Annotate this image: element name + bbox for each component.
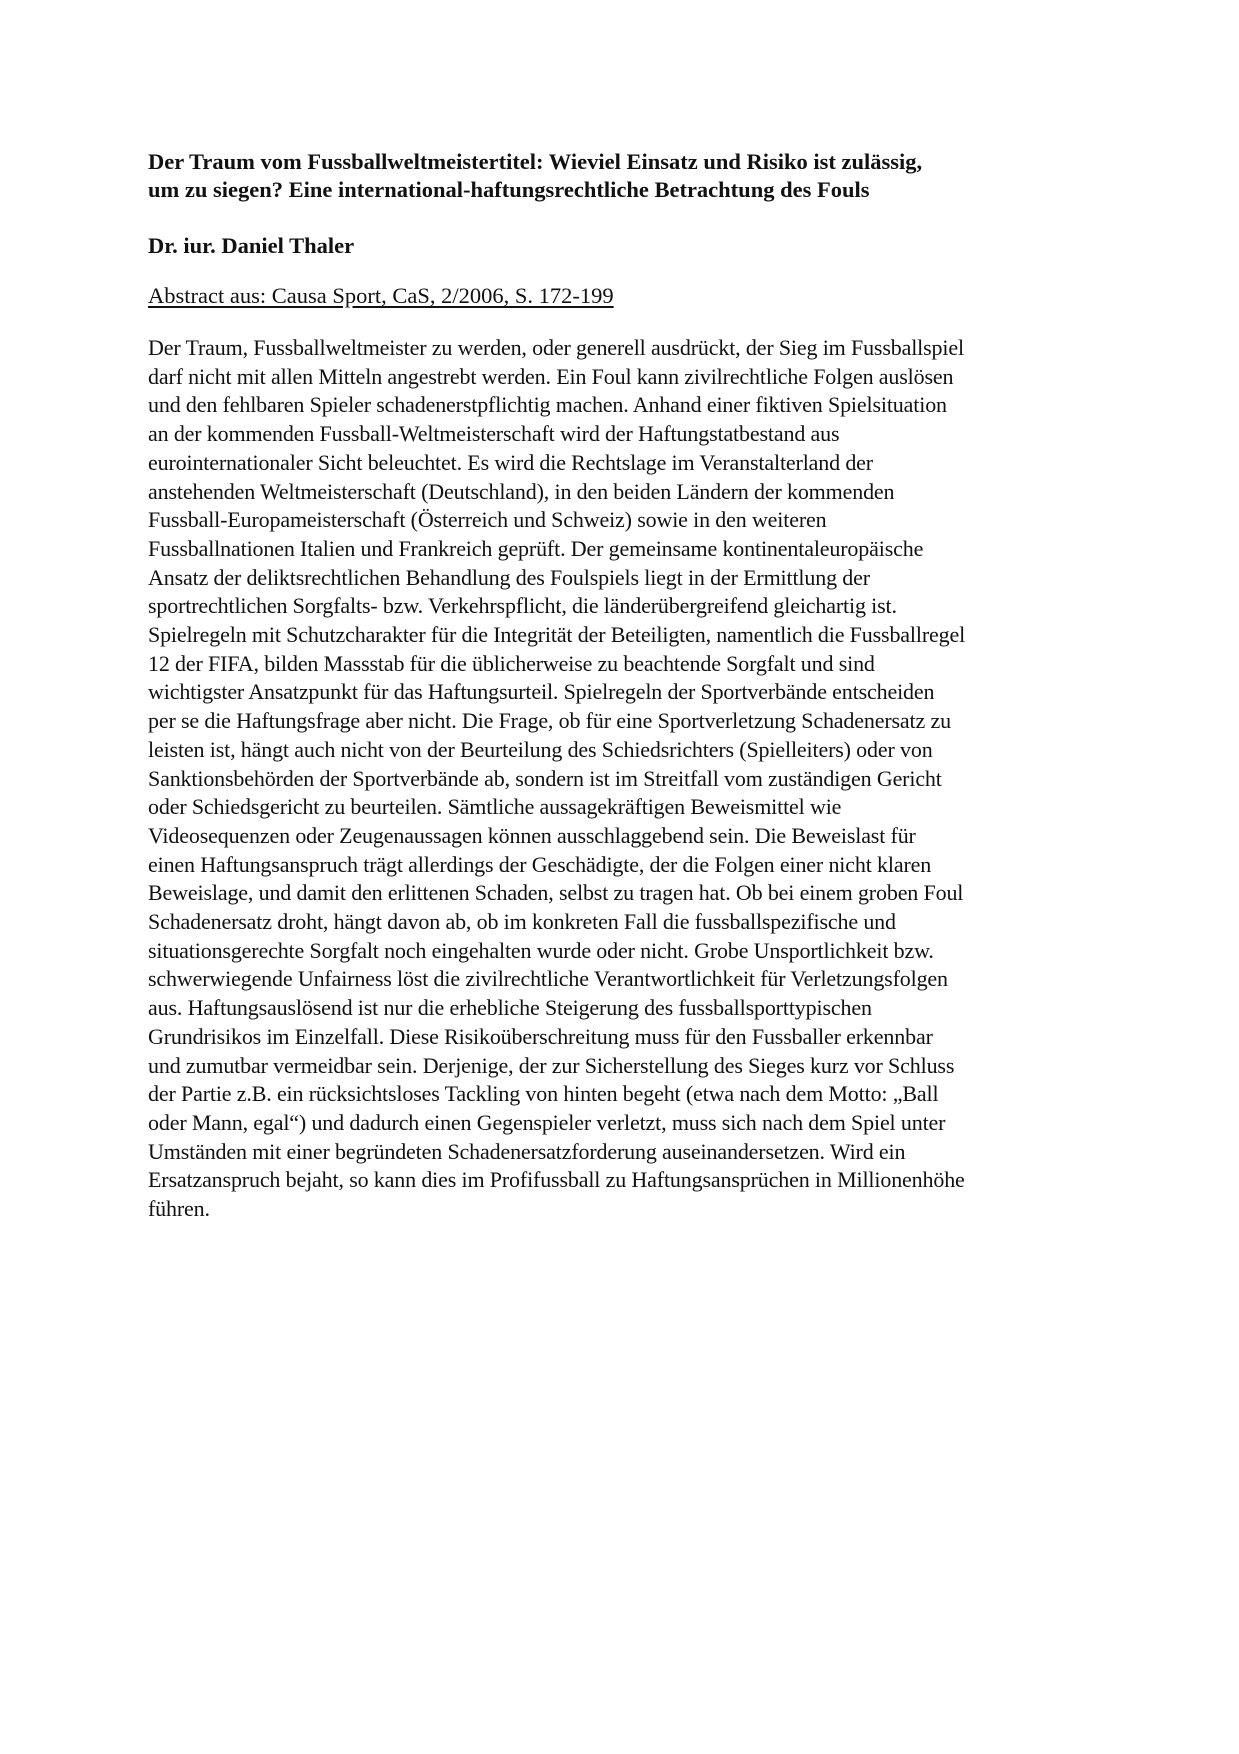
- source-citation: Abstract aus: Causa Sport, CaS, 2/2006, S. 172-199: [148, 283, 614, 308]
- abstract-line: schwerwiegende Unfairness löst die zivilrechtliche Verantwortlichkeit für Verletzungsfolgen: [148, 966, 948, 992]
- abstract-line: Schadenersatz droht, hängt davon ab, ob im konkreten Fall die fussballspezifische und: [148, 909, 896, 935]
- abstract-line: Umständen mit einer begründeten Schadenersatzforderung auseinandersetzen. Wird ein: [148, 1138, 906, 1164]
- abstract-line: an der kommenden Fussball-Weltmeisterschaft wird der Haftungstatbestand aus: [148, 421, 840, 447]
- abstract-line: oder Mann, egal“) und dadurch einen Gegenspieler verletzt, muss sich nach dem Spiel unter: [148, 1109, 946, 1135]
- title-line: Der Traum vom Fussballweltmeistertitel: Wieviel Einsatz und Risiko ist zulässig,: [148, 149, 923, 174]
- abstract-line: Ersatzanspruch bejaht, so kann dies im Profifussball zu Haftungsansprüchen in Millionenhöhe: [148, 1167, 965, 1193]
- abstract-line: 12 der FIFA, bilden Massstab für die üblicherweise zu beachtende Sorgfalt und sind: [148, 650, 875, 676]
- abstract-line: führen.: [148, 1196, 210, 1222]
- abstract-line: Spielregeln mit Schutzcharakter für die Integrität der Beteiligten, namentlich die Fussballregel: [148, 622, 966, 648]
- abstract-line: situationsgerechte Sorgfalt noch eingehalten wurde oder nicht. Grobe Unsportlichkeit bzw.: [148, 937, 934, 963]
- abstract-line: Beweislage, und damit den erlittenen Schaden, selbst zu tragen hat. Ob bei einem groben Foul: [148, 880, 964, 906]
- abstract-line: und zumutbar vermeidbar sein. Derjenige, der zur Sicherstellung des Sieges kurz vor Schluss: [148, 1052, 955, 1078]
- abstract-line: oder Schiedsgericht zu beurteilen. Sämtliche aussagekräftigen Beweismittel wie: [148, 794, 842, 820]
- abstract-line: Fussball-Europameisterschaft (Österreich und Schweiz) sowie in den weiteren: [148, 507, 827, 533]
- abstract-line: Fussballnationen Italien und Frankreich geprüft. Der gemeinsame kontinentaleuropäische: [148, 535, 924, 561]
- abstract-line: eurointernationaler Sicht beleuchtet. Es wird die Rechtslage im Veranstalterland der: [148, 449, 873, 475]
- title-line: um zu siegen? Eine international-haftungsrechtliche Betrachtung des Fouls: [148, 177, 870, 202]
- abstract-line: Der Traum, Fussballweltmeister zu werden, oder generell ausdrückt, der Sieg im Fussballspiel: [148, 335, 964, 360]
- abstract-line: einen Haftungsanspruch trägt allerdings der Geschädigte, der die Folgen einer nicht klaren: [148, 851, 932, 877]
- document-title: [148, 148, 1093, 204]
- abstract-line: sportrechtlichen Sorgfalts- bzw. Verkehrspflicht, die länderübergreifend gleichartig ist.: [148, 593, 897, 619]
- abstract-line: der Partie z.B. ein rücksichtsloses Tackling von hinten begeht (etwa nach dem Motto: „Ball: [148, 1081, 939, 1107]
- abstract-line: leisten ist, hängt auch nicht von der Beurteilung des Schiedsrichters (Spielleiters) oder von: [148, 736, 933, 762]
- abstract-line: per se die Haftungsfrage aber nicht. Die Frage, ob für eine Sportverletzung Schadenersatz zu: [148, 708, 951, 734]
- abstract-line: Grundrisikos im Einzelfall. Diese Risikoüberschreitung muss für den Fussballer erkennbar: [148, 1023, 933, 1049]
- abstract-body: [148, 334, 1093, 1224]
- author-name: Dr. iur. Daniel Thaler: [148, 233, 355, 258]
- abstract-line: Sanktionsbehörden der Sportverbände ab, sondern ist im Streitfall vom zuständigen Gericht: [148, 765, 942, 791]
- abstract-line: aus. Haftungsauslösend ist nur die erhebliche Steigerung des fussballsporttypischen: [148, 995, 872, 1021]
- abstract-line: anstehenden Weltmeisterschaft (Deutschland), in den beiden Ländern der kommenden: [148, 478, 895, 504]
- abstract-line: Videosequenzen oder Zeugenaussagen können ausschlaggebend sein. Die Beweislast für: [148, 822, 916, 848]
- abstract-line: wichtigster Ansatzpunkt für das Haftungsurteil. Spielregeln der Sportverbände entscheiden: [148, 679, 935, 705]
- abstract-line: darf nicht mit allen Mitteln angestrebt werden. Ein Foul kann zivilrechtliche Folgen auslösen: [148, 363, 954, 389]
- abstract-line: Ansatz der deliktsrechtlichen Behandlung des Foulspiels liegt in der Ermittlung der: [148, 564, 870, 590]
- document-page: [148, 148, 1093, 1224]
- abstract-line: und den fehlbaren Spieler schadenerstpflichtig machen. Anhand einer fiktiven Spielsituation: [148, 392, 947, 418]
